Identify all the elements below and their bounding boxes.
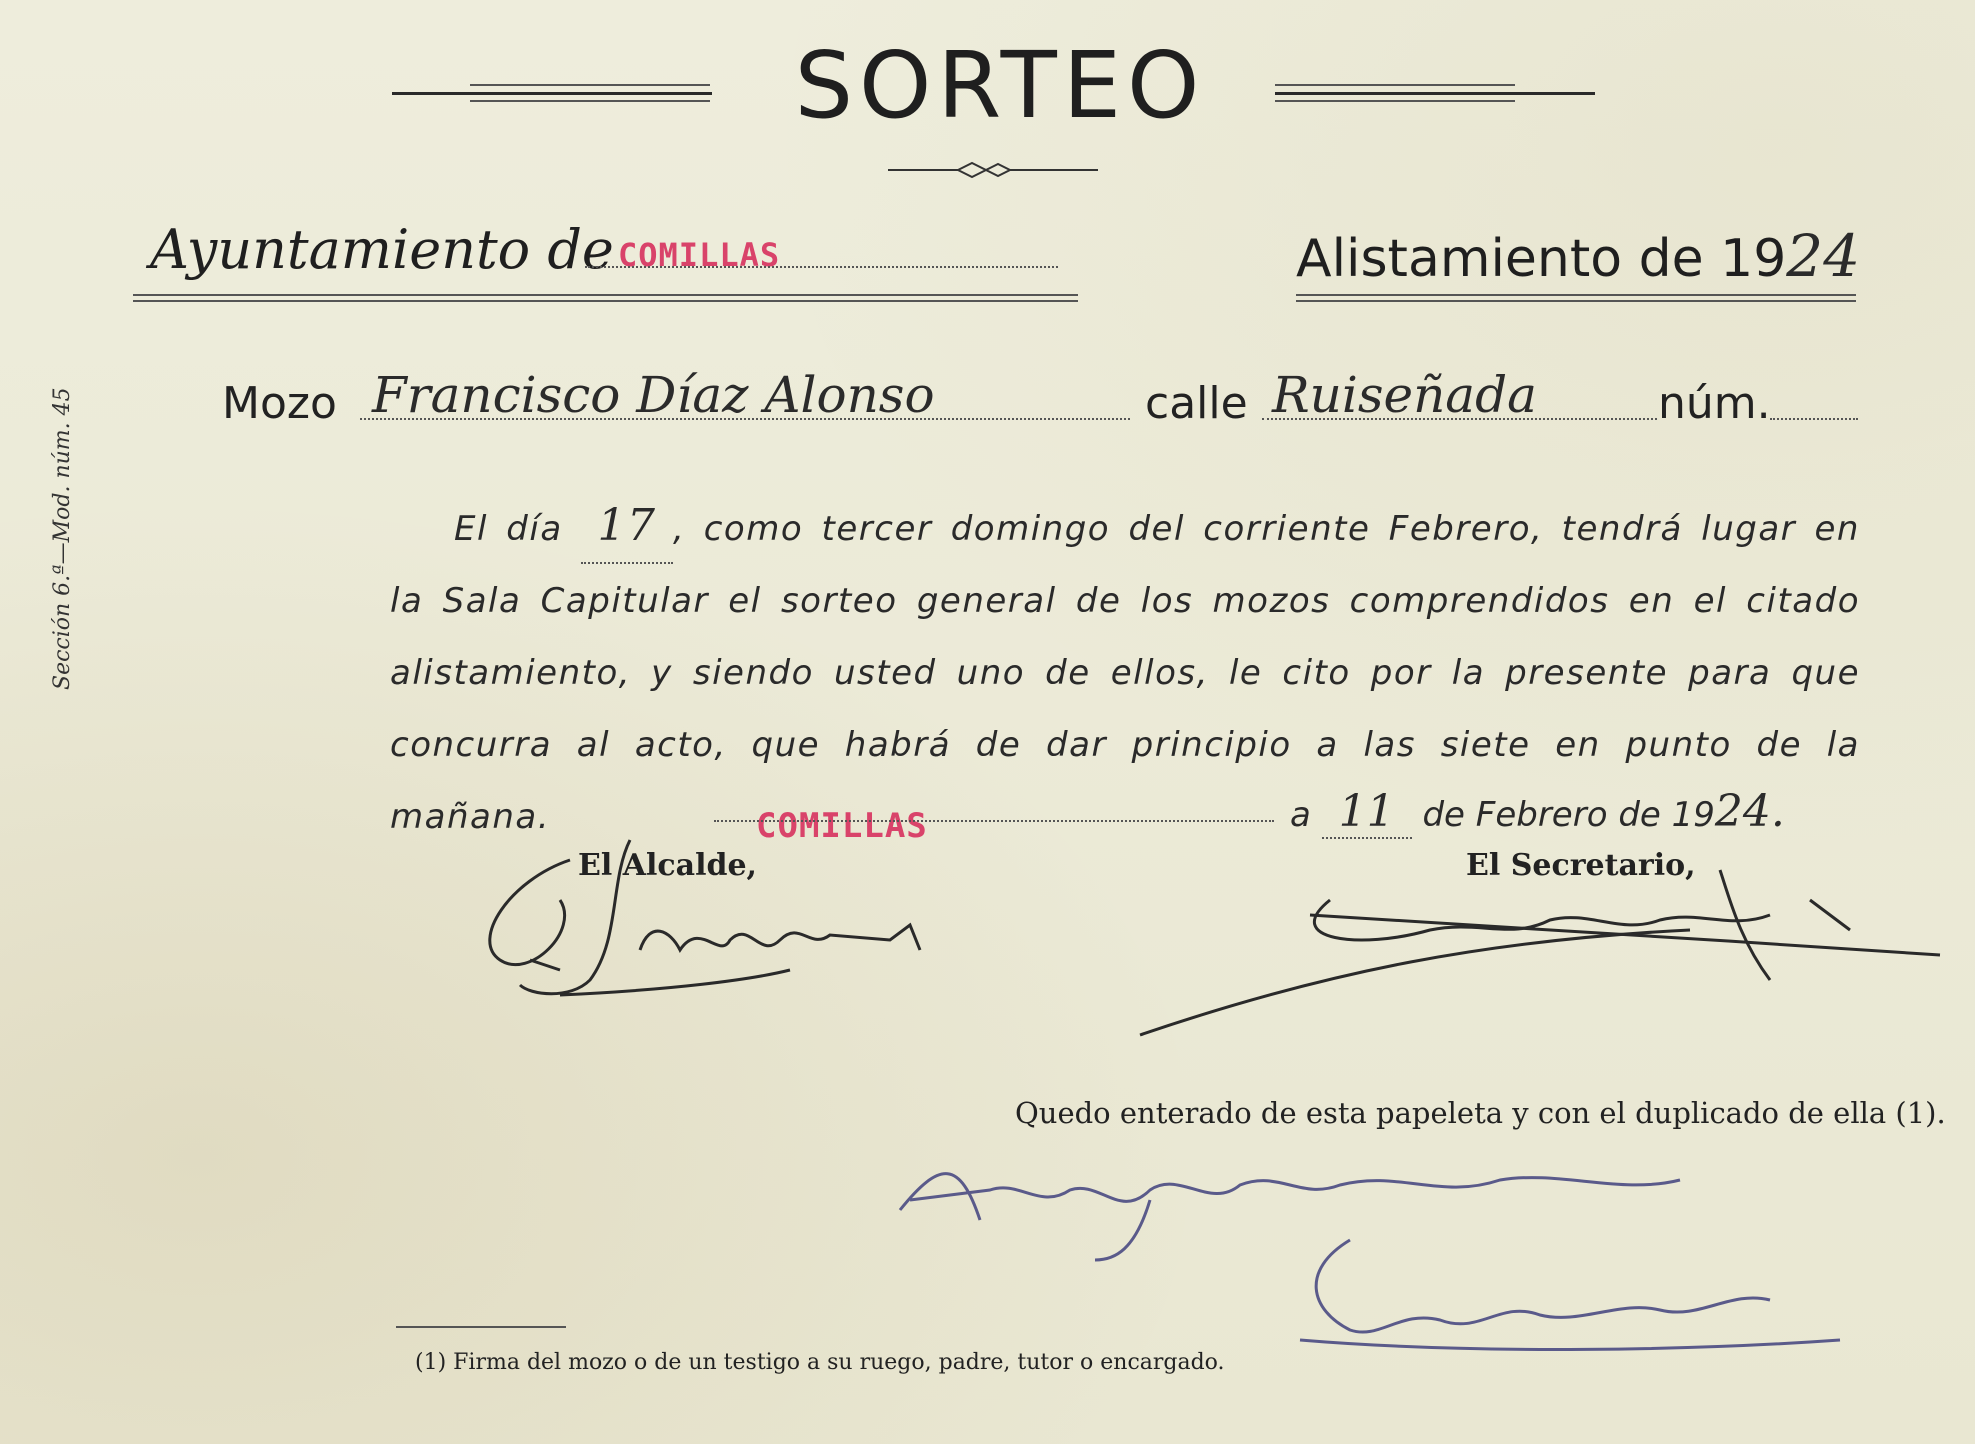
- date-year-handwritten: 24.: [1714, 786, 1785, 837]
- title-rule-left-upper: [470, 84, 710, 86]
- title-rule-right: [1275, 92, 1595, 95]
- alistamiento-rule-1: [1296, 294, 1856, 296]
- footnote: (1) Firma del mozo o de un testigo a su ruego, padre, tutor o encargado.: [415, 1350, 1225, 1375]
- secretario-label: El Secretario,: [1466, 848, 1696, 883]
- alcalde-signature: [470, 820, 990, 1010]
- alistamiento-year-handwritten: 24: [1786, 222, 1861, 290]
- title-rule-right-lower: [1275, 100, 1515, 102]
- num-label: núm.: [1658, 378, 1771, 429]
- calle-dotline: [1262, 418, 1657, 420]
- date-line: [1290, 786, 1785, 839]
- place-stamp: COMILLAS: [756, 806, 928, 846]
- body-day-handwritten: 17: [581, 490, 673, 564]
- ornament-icon: [888, 158, 1108, 182]
- mozo-name-handwritten: Francisco Díaz Alonso: [372, 366, 935, 424]
- side-note: Sección 6.ª—Mod. núm. 45: [50, 387, 75, 690]
- date-month: de Febrero de 19: [1422, 795, 1715, 835]
- alcalde-label: El Alcalde,: [578, 848, 757, 883]
- num-dotline: [1770, 418, 1858, 420]
- acknowledgement-signature: [880, 1140, 1880, 1380]
- ayuntamiento-label: Ayuntamiento de: [150, 218, 614, 281]
- ayuntamiento-dotline: [585, 266, 1058, 268]
- body-intro: El día: [454, 509, 563, 549]
- calle-label: calle: [1145, 378, 1248, 429]
- acknowledgement-text: Quedo enterado de esta papeleta y con el duplicado de ella (1).: [1015, 1096, 1946, 1130]
- title-rule-left-lower: [470, 100, 710, 102]
- alistamiento-label: [1296, 222, 1860, 290]
- alistamiento-printed: Alistamiento de 19: [1296, 229, 1787, 289]
- date-a: a: [1290, 795, 1311, 835]
- alistamiento-rule-2: [1296, 300, 1856, 302]
- mozo-dotline: [360, 418, 1130, 420]
- mozo-label: Mozo: [222, 378, 337, 429]
- secretario-signature: [1130, 860, 1950, 1050]
- title-rule-left: [392, 92, 712, 95]
- date-day-handwritten: 11: [1322, 786, 1412, 839]
- ayuntamiento-rule-2: [133, 300, 1078, 302]
- title-rule-right-upper: [1275, 84, 1515, 86]
- document-title: SORTEO: [794, 32, 1206, 139]
- calle-value-handwritten: Ruiseñada: [1272, 366, 1537, 424]
- ayuntamiento-stamp: COMILLAS: [618, 236, 781, 274]
- ayuntamiento-rule-1: [133, 294, 1078, 296]
- body-text: , como tercer domingo del corriente Febrero, tendrá lugar en la Sala Capitular el sorteo general de los mozos comprendidos en el citado alistamiento, y siendo usted uno de ellos, le cito por la presente para que concurra al acto, que habrá de dar principio a las siete en punto de la mañana.: [390, 509, 1860, 837]
- footnote-rule: [396, 1326, 566, 1328]
